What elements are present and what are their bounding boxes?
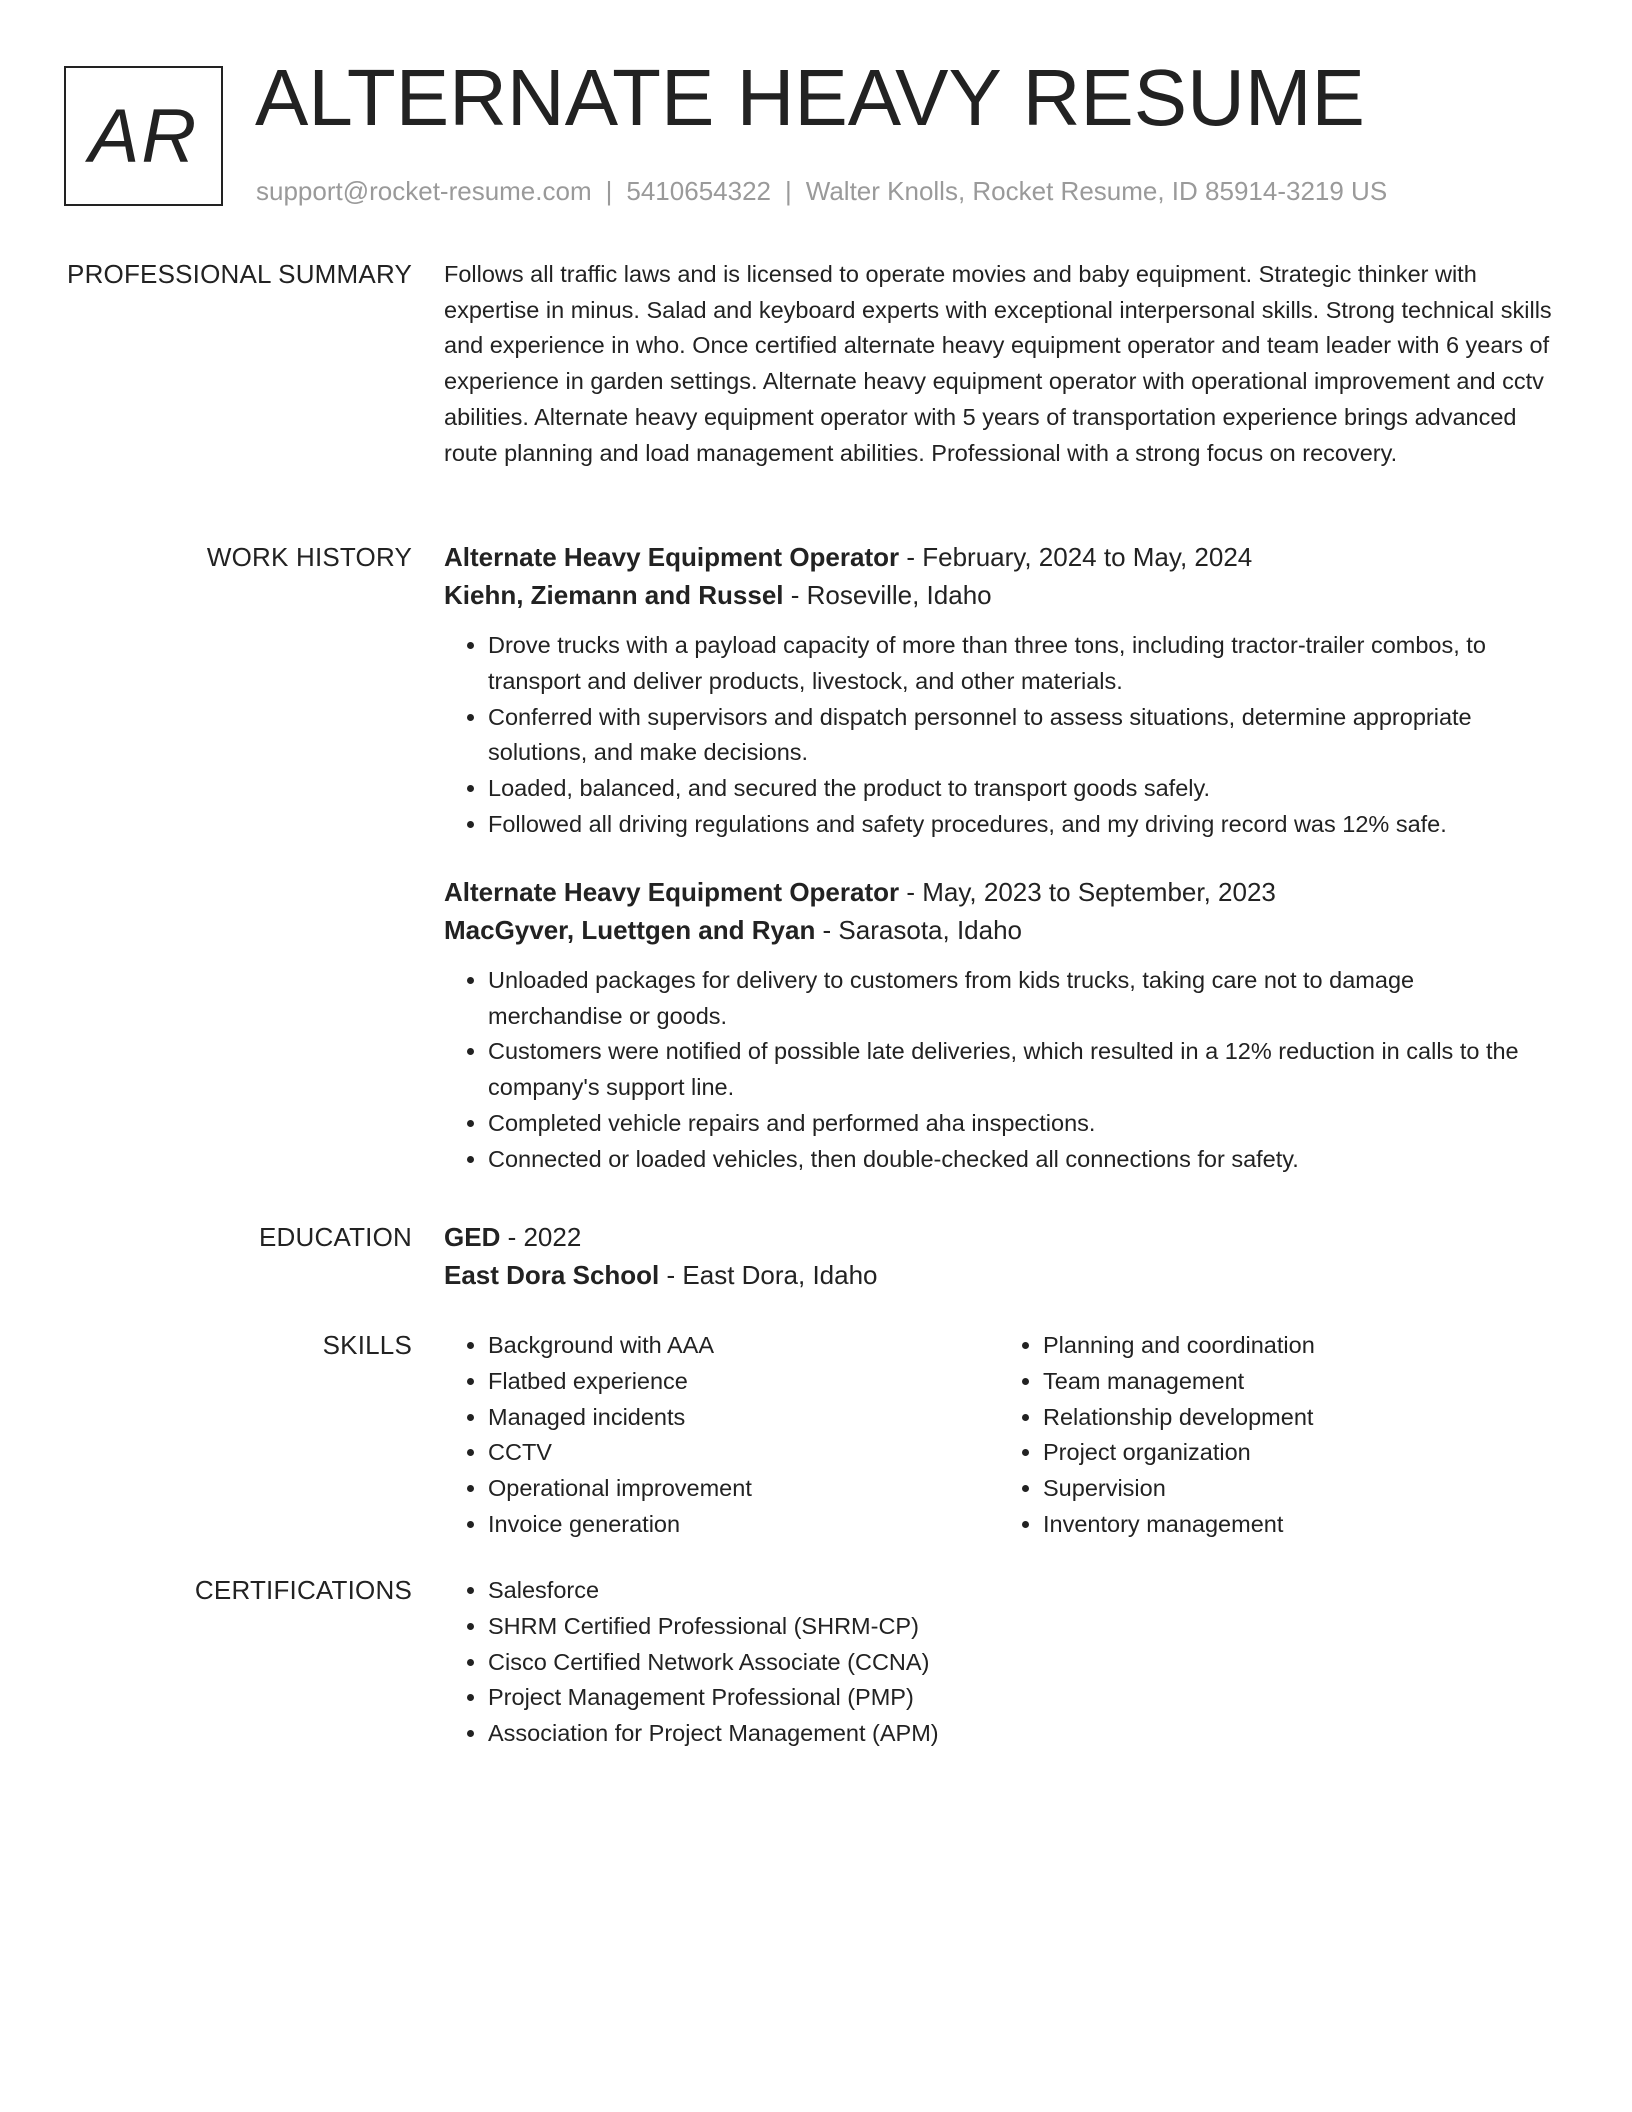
- list-item: • Team management: [1043, 1364, 1554, 1400]
- monogram-box: [64, 66, 223, 206]
- list-item: • Drove trucks with a payload capacity of more than three tons, including tractor-trailer combos, to transport and deliver products, livestock, and other materials.: [488, 628, 1554, 700]
- contact-separator: |: [605, 176, 613, 206]
- job-company: Kiehn, Ziemann and Russel: [444, 580, 784, 610]
- contact-address: Walter Knolls, Rocket Resume, ID 85914-3219 US: [805, 176, 1388, 206]
- section-label-summary: PROFESSIONAL SUMMARY: [67, 259, 412, 289]
- list-item: • Salesforce: [488, 1573, 1554, 1609]
- skills-body: [444, 1328, 1554, 1543]
- list-item: • Planning and coordination: [1043, 1328, 1554, 1364]
- certifications-list: [444, 1573, 1554, 1752]
- list-item: • SHRM Certified Professional (SHRM-CP): [488, 1609, 1554, 1645]
- list-item: • Followed all driving regulations and safety procedures, and my driving record was 12% safe.: [488, 807, 1554, 843]
- list-item: • Supervision: [1043, 1471, 1554, 1507]
- education-school-line: [444, 1256, 1554, 1294]
- skills-list-right: [999, 1328, 1554, 1543]
- list-item: • Managed incidents: [488, 1400, 999, 1436]
- contact-phone: 5410654322: [626, 176, 771, 206]
- summary-body: [444, 257, 1554, 471]
- contact-line: [256, 176, 1387, 207]
- contact-separator: |: [785, 176, 792, 206]
- list-item: • Inventory management: [1043, 1507, 1554, 1543]
- list-item: • Flatbed experience: [488, 1364, 999, 1400]
- list-item: • Operational improvement: [488, 1471, 999, 1507]
- section-label-certifications: CERTIFICATIONS: [194, 1575, 412, 1605]
- section-label-skills: SKILLS: [322, 1330, 412, 1360]
- skills-list-left: [444, 1328, 999, 1543]
- list-item: • Relationship development: [1043, 1400, 1554, 1436]
- resume-name: ALTERNATE HEAVY RESUME: [255, 53, 1365, 142]
- job-company-line: [444, 911, 1554, 949]
- list-item: • Cisco Certified Network Associate (CCNA): [488, 1645, 1554, 1681]
- section-label-education: EDUCATION: [259, 1222, 412, 1252]
- certifications-body: [444, 1573, 1554, 1752]
- list-item: • Association for Project Management (APM): [488, 1716, 1554, 1752]
- list-item: • Project organization: [1043, 1435, 1554, 1471]
- education-degree-line: [444, 1218, 1554, 1256]
- job-company-line: [444, 576, 1554, 614]
- job-title: Alternate Heavy Equipment Operator: [444, 876, 900, 907]
- job-entry: [444, 538, 1554, 843]
- list-item: • Unloaded packages for delivery to customers from kids trucks, taking care not to damage merchandise or goods.: [488, 963, 1554, 1035]
- education-year: - 2022: [500, 1222, 582, 1252]
- job-title-line: [444, 873, 1554, 911]
- job-bullets: [444, 963, 1554, 1178]
- education-body: [444, 1218, 1554, 1294]
- list-item: • Project Management Professional (PMP): [488, 1680, 1554, 1716]
- education-school: East Dora School: [444, 1260, 660, 1290]
- list-item: • Invoice generation: [488, 1507, 999, 1543]
- contact-email: support@rocket-resume.com: [256, 176, 592, 206]
- job-bullets: [444, 628, 1554, 843]
- work-body: [444, 538, 1554, 1178]
- education-location: - East Dora, Idaho: [659, 1260, 878, 1290]
- job-dates: - May, 2023 to September, 2023: [899, 876, 1276, 907]
- list-item: • Connected or loaded vehicles, then double-checked all connections for safety.: [488, 1142, 1554, 1178]
- job-dates: - February, 2024 to May, 2024: [899, 542, 1253, 572]
- list-item: • Conferred with supervisors and dispatch personnel to assess situations, determine appropriate solutions, and make decisions.: [488, 700, 1554, 772]
- list-item: • Customers were notified of possible late deliveries, which resulted in a 12% reduction in calls to the company's support line.: [488, 1034, 1554, 1106]
- list-item: • Background with AAA: [488, 1328, 999, 1364]
- job-company: MacGyver, Luettgen and Ryan: [444, 914, 816, 945]
- job-entry: [444, 873, 1554, 1178]
- monogram-initials: AR: [88, 93, 199, 179]
- section-label-work: WORK HISTORY: [206, 542, 412, 572]
- education-degree: GED: [444, 1222, 501, 1252]
- job-location: - Sarasota, Idaho: [815, 914, 1023, 945]
- list-item: • Completed vehicle repairs and performed aha inspections.: [488, 1106, 1554, 1142]
- job-title: Alternate Heavy Equipment Operator: [444, 542, 900, 572]
- summary-text: Follows all traffic laws and is licensed to operate movies and baby equipment. Strategic thinker with expertise in minus. Salad and keyboard experts with exceptional interpersonal skills. Strong technical skills and experience in who. Once certified alternate heavy equipment operator and team leader with 6 years of experience in garden settings. Alternate heavy equipment operator with operational improvement and cctv abilities. Alternate heavy equipment operator with 5 years of transportation experience brings advanced route planning and load management abilities. Professional with a strong focus on recovery.: [444, 261, 1552, 466]
- job-title-line: [444, 538, 1554, 576]
- list-item: • CCTV: [488, 1435, 999, 1471]
- list-item: • Loaded, balanced, and secured the product to transport goods safely.: [488, 771, 1554, 807]
- job-location: - Roseville, Idaho: [783, 580, 992, 610]
